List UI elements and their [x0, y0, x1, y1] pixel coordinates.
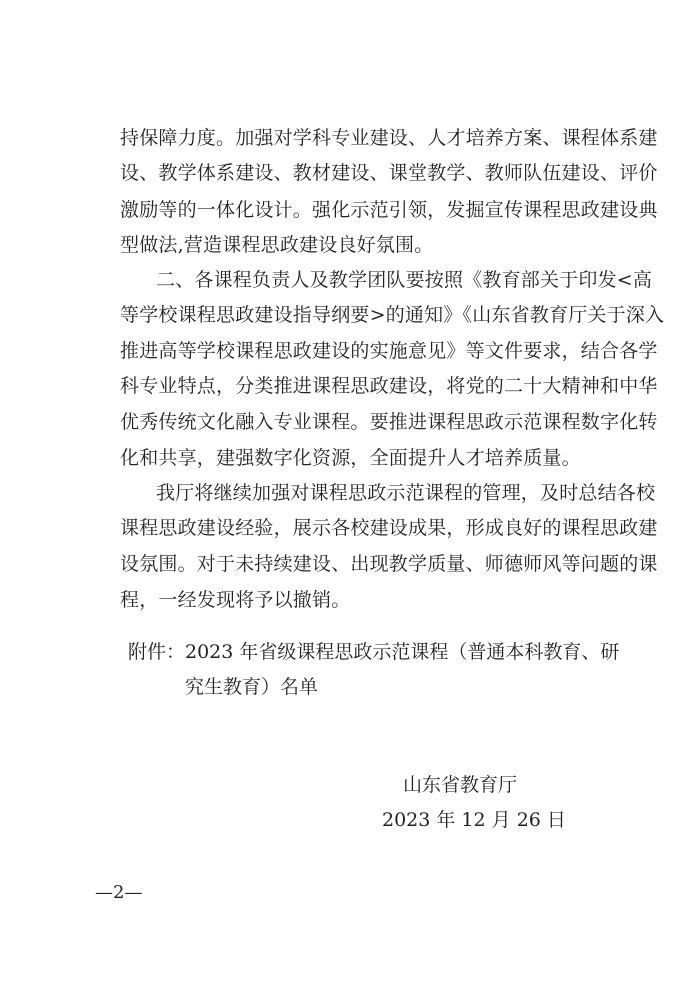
paragraph-line: 二、各课程负责人及教学团队要按照《教育部关于印发<高 — [156, 269, 653, 291]
paragraph-line: 科专业特点，分类推进课程思政建设，将党的二十大精神和中华 — [120, 375, 658, 397]
attachment-title-line: 究生教育）名单 — [185, 676, 319, 698]
paragraph-line: 我厅将继续加强对课程思政示范课程的管理，及时总结各校 — [156, 482, 656, 504]
issuing-organization: 山东省教育厅 — [403, 774, 518, 796]
paragraph-line: 持保障力度。加强对学科专业建设、人才培养方案、课程体系建 — [120, 127, 658, 149]
attachment-label: 附件： — [128, 641, 186, 663]
paragraph-line: 型做法,营造课程思政建设良好氛围。 — [120, 234, 434, 256]
paragraph-line: 课程思政建设经验，展示各校建设成果，形成良好的课程思政建 — [120, 517, 658, 539]
paragraph-line: 优秀传统文化融入专业课程。要推进课程思政示范课程数字化转 — [120, 411, 658, 433]
paragraph-line: 激励等的一体化设计。强化示范引领，发掘宣传课程思政建设典 — [120, 199, 658, 221]
paragraph-line: 等学校课程思政建设指导纲要>的通知》《山东省教育厅关于深入 — [120, 304, 665, 326]
paragraph-line: 设、教学体系建设、教材建设、课堂教学、教师队伍建设、评价 — [120, 162, 658, 184]
attachment-title-line: 2023 年省级课程思政示范课程（普通本科教育、研 — [185, 641, 620, 663]
paragraph-line: 程，一经发现将予以撤销。 — [120, 589, 351, 611]
paragraph-line: 设氛围。对于未持续建设、出现教学质量、师德师风等问题的课 — [120, 553, 658, 575]
issue-date: 2023 年 12 月 26 日 — [382, 809, 566, 831]
paragraph-line: 化和共享，建强数字化资源，全面提升人才培养质量。 — [120, 447, 581, 469]
paragraph-line: 推进高等学校课程思政建设的实施意见》等文件要求，结合各学 — [120, 340, 658, 362]
page-number: —2— — [95, 882, 143, 903]
